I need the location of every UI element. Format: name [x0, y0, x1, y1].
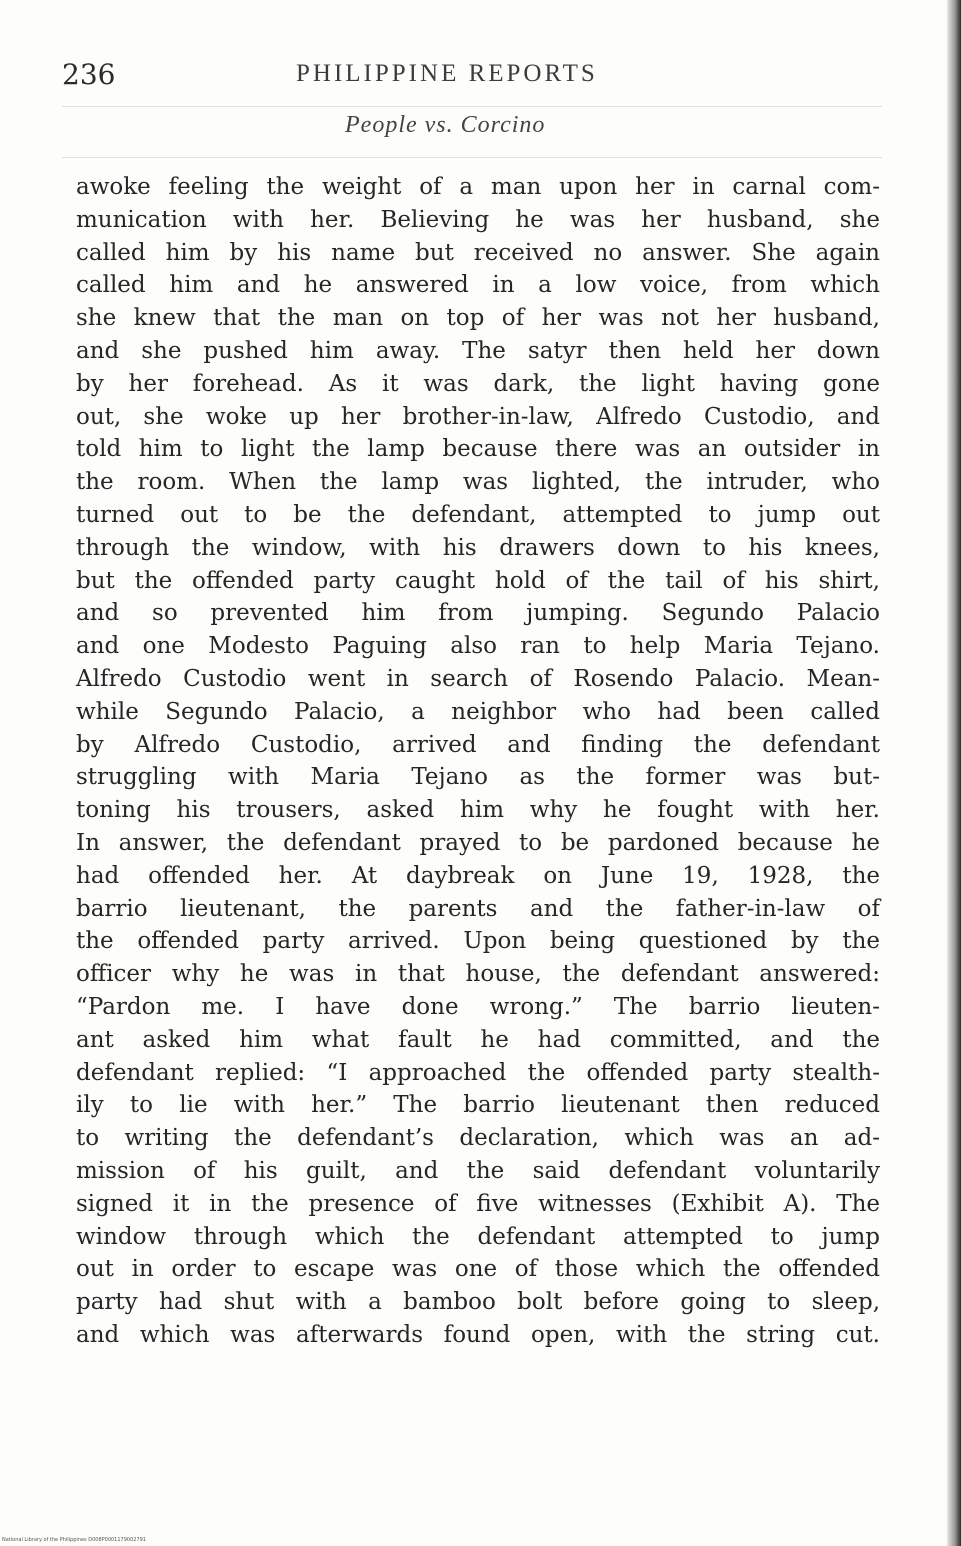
text-line: called him and he answered in a low voice, from which [76, 272, 880, 299]
text-line: mission of his guilt, and the said defendant voluntarily [76, 1157, 880, 1184]
text-line: munication with her. Believing he was her husband, she [76, 206, 880, 233]
text-line: the room. When the lamp was lighted, the intruder, who [76, 469, 880, 496]
text-line: while Segundo Palacio, a neighbor who had been called [76, 698, 880, 725]
text-line: and one Modesto Paguing also ran to help Maria Tejano. [76, 633, 880, 660]
text-line: out, she woke up her brother-in-law, Alfredo Custodio, and [76, 403, 880, 430]
text-line: she knew that the man on top of her was not her husband, [76, 305, 880, 332]
text-line: “Pardon me. I have done wrong.” The barrio lieuten- [76, 993, 880, 1020]
text-line: Alfredo Custodio went in search of Rosendo Palacio. Mean- [76, 665, 880, 692]
text-line: but the offended party caught hold of the tail of his shirt, [76, 567, 880, 594]
text-line: and which was afterwards found open, with the string cut. [76, 1321, 880, 1348]
text-line: had offended her. At daybreak on June 19, 1928, the [76, 862, 880, 889]
text-line: awoke feeling the weight of a man upon her in carnal com- [76, 174, 880, 200]
text-line: by her forehead. As it was dark, the light having gone [76, 370, 880, 397]
header-divider-top [62, 106, 882, 107]
footer-scan-note: National Library of the Philippines D008P0001179002791 [2, 1537, 146, 1543]
text-line: signed it in the presence of five witnesses (Exhibit A). The [76, 1190, 880, 1217]
text-line: struggling with Maria Tejano as the former was but- [76, 764, 880, 791]
header-divider-bottom [62, 157, 882, 158]
text-line: to writing the defendant’s declaration, which was an ad- [76, 1125, 880, 1152]
page-number: 236 [62, 58, 116, 91]
text-line: ily to lie with her.” The barrio lieutenant then reduced [76, 1092, 880, 1119]
page-edge-shadow [947, 0, 961, 1546]
text-line: and she pushed him away. The satyr then held her down [76, 337, 880, 364]
text-line: In answer, the defendant prayed to be pardoned because he [76, 829, 880, 856]
text-line: party had shut with a bamboo bolt before going to sleep, [76, 1289, 880, 1316]
text-line: officer why he was in that house, the defendant answered: [76, 961, 880, 988]
text-line: turned out to be the defendant, attempted to jump out [76, 501, 880, 528]
text-line: by Alfredo Custodio, arrived and finding the defendant [76, 731, 880, 758]
text-line: called him by his name but received no answer. She again [76, 239, 880, 266]
text-line: barrio lieutenant, the parents and the father-in-law of [76, 895, 880, 922]
text-line: window through which the defendant attempted to jump [76, 1223, 880, 1250]
text-line: the offended party arrived. Upon being questioned by the [76, 928, 880, 955]
running-title: PHILIPPINE REPORTS [296, 60, 598, 87]
text-line: out in order to escape was one of those which the offended [76, 1256, 880, 1283]
page-header [62, 58, 882, 104]
case-title: People vs. Corcino [345, 112, 546, 138]
text-line: ant asked him what fault he had committed, and the [76, 1026, 880, 1053]
text-line: defendant replied: “I approached the offended party stealth- [76, 1059, 880, 1086]
text-line: through the window, with his drawers down to his knees, [76, 534, 880, 561]
text-line: told him to light the lamp because there was an outsider in [76, 436, 880, 463]
text-line: toning his trousers, asked him why he fought with her. [76, 797, 880, 824]
text-line: and so prevented him from jumping. Segundo Palacio [76, 600, 880, 627]
body-paragraph [76, 171, 880, 1352]
